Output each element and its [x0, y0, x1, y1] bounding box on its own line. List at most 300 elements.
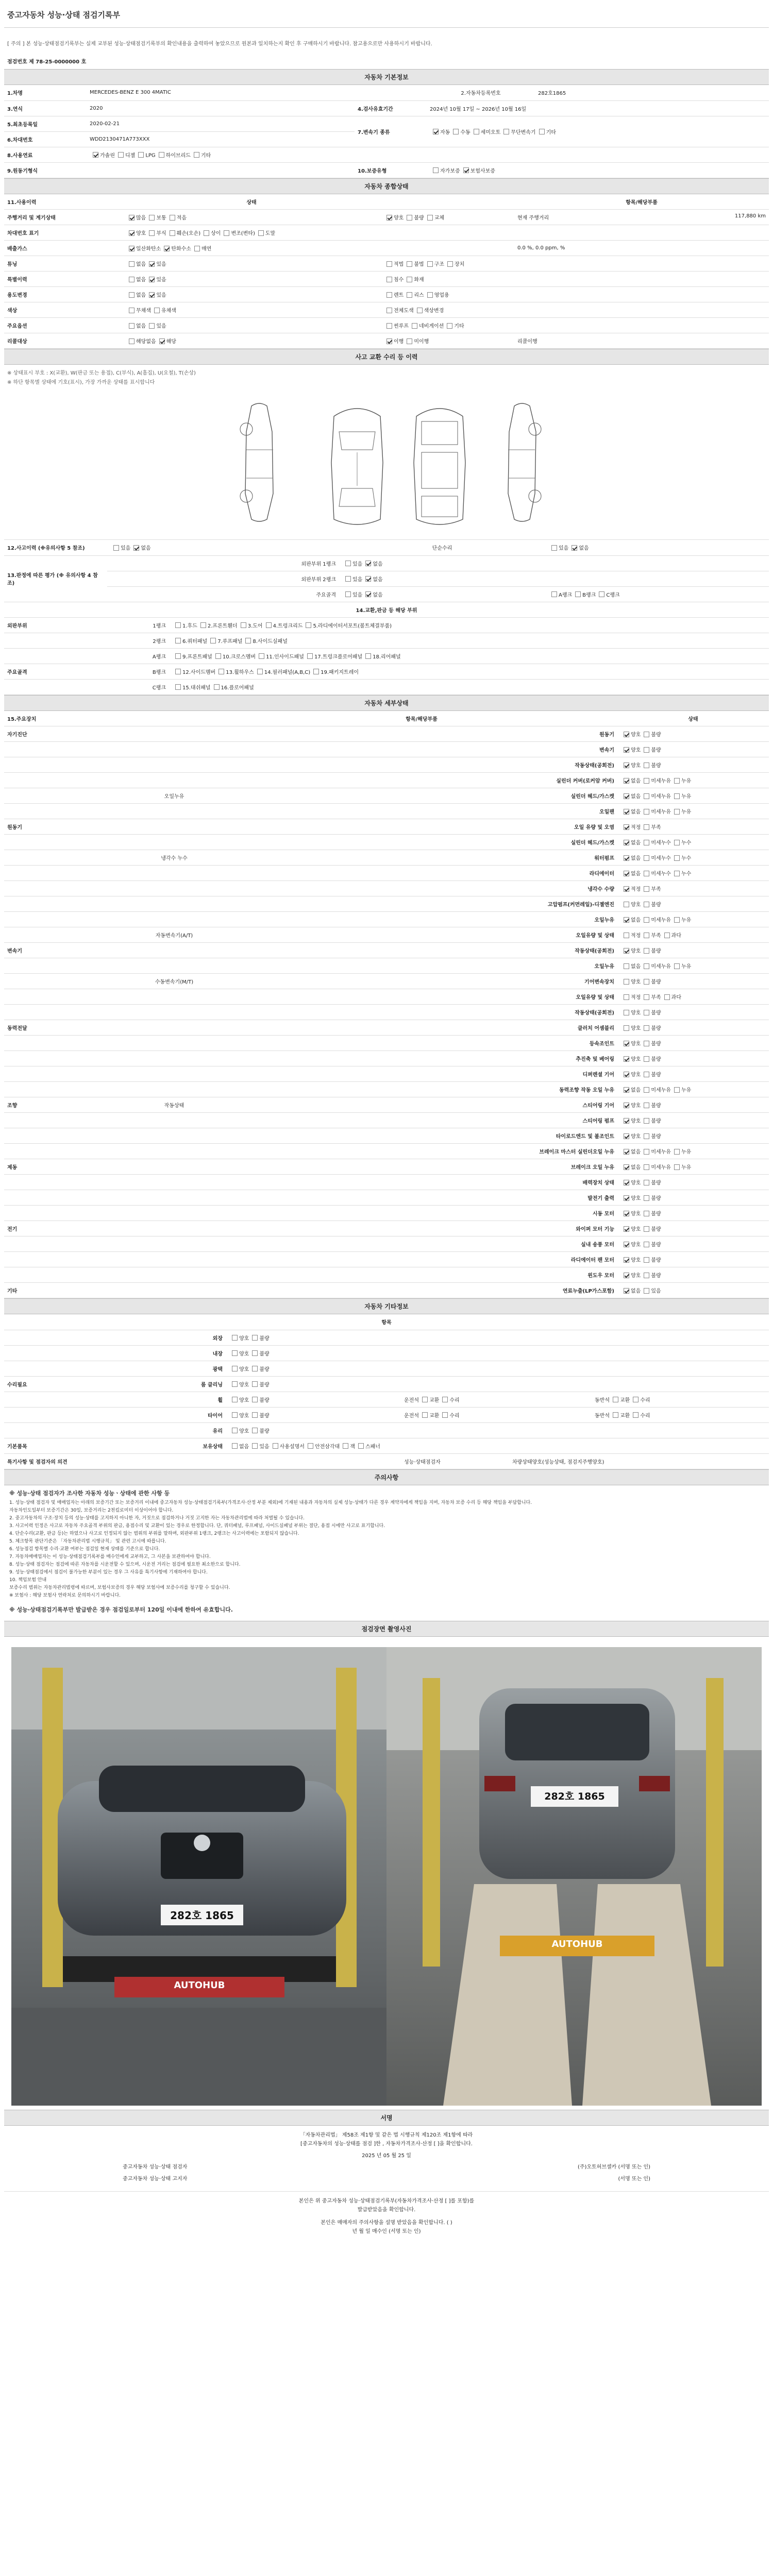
rank-opt-0[interactable] [342, 560, 362, 567]
opt-1[interactable] [641, 776, 671, 784]
checkbox-icon[interactable] [159, 338, 165, 344]
checkbox-icon[interactable] [232, 1366, 238, 1371]
opt-0[interactable] [383, 291, 404, 298]
checkbox-icon[interactable] [664, 994, 670, 1000]
rank-opt-0[interactable] [342, 590, 362, 598]
opt-0[interactable] [229, 1334, 249, 1342]
checkbox-icon[interactable] [407, 292, 412, 298]
opt-1[interactable] [409, 321, 444, 329]
part-4[interactable] [303, 621, 392, 629]
opt-0[interactable] [620, 854, 641, 861]
opt-2[interactable] [135, 152, 155, 159]
opt-0[interactable] [620, 1116, 641, 1124]
opt-0[interactable] [620, 1039, 641, 1047]
checkbox-icon[interactable] [463, 167, 469, 173]
checkbox-icon[interactable] [644, 1242, 649, 1247]
checkbox-icon[interactable] [129, 308, 135, 313]
opt-0[interactable] [383, 260, 404, 267]
opt-0[interactable] [229, 1380, 249, 1388]
checkbox-icon[interactable] [129, 277, 135, 282]
opt-2[interactable] [671, 962, 691, 970]
opt-1[interactable] [404, 337, 429, 345]
checkbox-icon[interactable] [624, 1288, 629, 1294]
checkbox-icon[interactable] [572, 545, 577, 551]
opt-1[interactable] [641, 900, 661, 908]
checkbox-icon[interactable] [624, 747, 629, 753]
checkbox-icon[interactable] [644, 1118, 649, 1124]
opt-0[interactable] [620, 900, 641, 908]
opt-1[interactable] [641, 977, 661, 985]
checkbox-icon[interactable] [258, 230, 264, 236]
opt-1[interactable] [404, 213, 424, 221]
checkbox-icon[interactable] [624, 762, 629, 768]
part-2[interactable] [254, 668, 310, 675]
opt-2[interactable] [671, 1163, 691, 1171]
rank-opt-1[interactable] [362, 590, 382, 598]
checkbox-icon[interactable] [427, 261, 433, 267]
checkbox-icon[interactable] [149, 230, 155, 236]
checkbox-icon[interactable] [422, 1412, 428, 1418]
opt-0[interactable] [620, 916, 641, 923]
opt-0[interactable] [620, 1240, 641, 1248]
checkbox-icon[interactable] [624, 1195, 629, 1201]
checkbox-icon[interactable] [412, 323, 417, 329]
checkbox-icon[interactable] [219, 669, 224, 674]
checkbox-icon[interactable] [129, 323, 135, 329]
checkbox-icon[interactable] [175, 684, 181, 690]
checkbox-icon[interactable] [644, 747, 649, 753]
checkbox-icon[interactable] [624, 933, 629, 938]
opt-1[interactable] [641, 854, 671, 861]
opt-1[interactable] [156, 337, 176, 345]
checkbox-icon[interactable] [129, 261, 135, 267]
opt-5[interactable] [255, 229, 275, 236]
checkbox-icon[interactable] [232, 1350, 238, 1356]
checkbox-icon[interactable] [551, 591, 557, 597]
opt-0[interactable] [620, 1256, 641, 1263]
checkbox-icon[interactable] [149, 261, 155, 267]
checkbox-icon[interactable] [624, 1025, 629, 1031]
checkbox-icon[interactable] [613, 1412, 618, 1418]
opt-1[interactable] [249, 1349, 269, 1357]
checkbox-icon[interactable] [624, 1257, 629, 1263]
opt-0[interactable] [620, 807, 641, 815]
opt-0[interactable] [229, 1396, 249, 1403]
opt-0[interactable] [620, 1147, 641, 1155]
checkbox-icon[interactable] [447, 323, 452, 329]
opt-1[interactable] [641, 1225, 661, 1232]
checkbox-icon[interactable] [427, 215, 433, 221]
opt-1[interactable] [641, 885, 661, 892]
opt-1[interactable] [146, 260, 166, 267]
opt-1[interactable] [641, 1008, 661, 1016]
checkbox-icon[interactable] [624, 917, 629, 923]
opt-1[interactable] [641, 745, 661, 753]
opt-2[interactable] [444, 321, 464, 329]
opt-1[interactable] [404, 275, 424, 283]
checkbox-icon[interactable] [575, 591, 581, 597]
checkbox-icon[interactable] [224, 230, 229, 236]
opt-1[interactable] [641, 1256, 661, 1263]
ex-1[interactable] [630, 1411, 650, 1419]
checkbox-icon[interactable] [644, 994, 649, 1000]
checkbox-icon[interactable] [200, 622, 206, 628]
part-0[interactable] [172, 637, 207, 645]
rank-abc-2[interactable] [596, 590, 619, 598]
ex-0[interactable] [610, 1411, 630, 1419]
opt-1[interactable] [641, 1147, 671, 1155]
checkbox-icon[interactable] [624, 948, 629, 954]
checkbox-icon[interactable] [447, 261, 453, 267]
opt-1[interactable] [641, 1163, 671, 1171]
opt-0[interactable] [229, 1411, 249, 1419]
opt-0[interactable] [620, 1101, 641, 1109]
opt-0[interactable] [126, 321, 146, 329]
opt-1[interactable] [641, 869, 671, 877]
opt-0[interactable] [126, 337, 156, 345]
checkbox-icon[interactable] [599, 591, 604, 597]
checkbox-icon[interactable] [644, 824, 649, 830]
opt-1[interactable] [151, 306, 176, 314]
opt-1[interactable] [641, 1070, 661, 1078]
checkbox-icon[interactable] [624, 1103, 629, 1108]
checkbox-icon[interactable] [644, 902, 649, 907]
rank-abc-1[interactable] [572, 590, 596, 598]
checkbox-icon[interactable] [624, 778, 629, 784]
opt-0[interactable] [126, 306, 151, 314]
checkbox-icon[interactable] [259, 653, 264, 659]
checkbox-icon[interactable] [232, 1381, 238, 1387]
opt-2[interactable] [671, 838, 691, 846]
rank-abc-0[interactable] [548, 590, 572, 598]
opt-2[interactable] [671, 869, 691, 877]
opt-1[interactable] [641, 1101, 661, 1109]
part-1[interactable] [211, 683, 254, 691]
checkbox-icon[interactable] [427, 292, 433, 298]
checkbox-icon[interactable] [624, 840, 629, 845]
opt-0[interactable] [90, 151, 115, 159]
opt-1[interactable] [404, 260, 424, 267]
opt-0[interactable] [620, 993, 641, 1001]
checkbox-icon[interactable] [633, 1397, 638, 1402]
opt-0[interactable] [620, 1086, 641, 1093]
opt-1[interactable] [641, 823, 661, 831]
opt-0[interactable] [620, 792, 641, 800]
checkbox-icon[interactable] [624, 1118, 629, 1124]
checkbox-icon[interactable] [232, 1443, 238, 1449]
checkbox-icon[interactable] [674, 1149, 680, 1155]
checkbox-icon[interactable] [644, 1010, 649, 1015]
opt-0[interactable] [229, 1365, 249, 1372]
checkbox-icon[interactable] [624, 1010, 629, 1015]
opt-1[interactable] [130, 544, 150, 551]
checkbox-icon[interactable] [129, 246, 135, 251]
opt-4[interactable] [536, 128, 556, 135]
checkbox-icon[interactable] [252, 1412, 258, 1418]
opt-3[interactable] [500, 128, 535, 135]
checkbox-icon[interactable] [175, 638, 181, 643]
checkbox-icon[interactable] [113, 545, 119, 551]
checkbox-icon[interactable] [164, 246, 170, 251]
checkbox-icon[interactable] [266, 622, 272, 628]
opt-0[interactable] [620, 1070, 641, 1078]
opt-0[interactable] [620, 761, 641, 769]
checkbox-icon[interactable] [624, 1226, 629, 1232]
part-1[interactable] [197, 621, 238, 629]
checkbox-icon[interactable] [252, 1366, 258, 1371]
opt-1[interactable] [641, 962, 671, 970]
checkbox-icon[interactable] [644, 886, 649, 892]
checkbox-icon[interactable] [159, 152, 164, 158]
opt-1[interactable] [115, 151, 135, 159]
opt-1[interactable] [146, 229, 166, 236]
opt-0[interactable] [620, 946, 641, 954]
opt-1[interactable] [641, 761, 661, 769]
checkbox-icon[interactable] [624, 732, 629, 737]
checkbox-icon[interactable] [365, 653, 371, 659]
checkbox-icon[interactable] [149, 215, 155, 221]
checkbox-icon[interactable] [386, 292, 392, 298]
opt-1[interactable] [641, 1271, 661, 1279]
checkbox-icon[interactable] [644, 979, 649, 985]
checkbox-icon[interactable] [644, 778, 649, 784]
ex-0[interactable] [419, 1411, 439, 1419]
checkbox-icon[interactable] [674, 871, 680, 876]
opt-0[interactable] [620, 1055, 641, 1062]
opt-4[interactable] [340, 1442, 355, 1450]
checkbox-icon[interactable] [644, 1149, 649, 1155]
checkbox-icon[interactable] [624, 1273, 629, 1278]
opt-2[interactable] [661, 931, 681, 939]
checkbox-icon[interactable] [624, 1242, 629, 1247]
checkbox-icon[interactable] [644, 1273, 649, 1278]
checkbox-icon[interactable] [644, 1164, 649, 1170]
checkbox-icon[interactable] [644, 1195, 649, 1201]
opt-0[interactable] [620, 1132, 641, 1140]
checkbox-icon[interactable] [252, 1335, 258, 1341]
part-3[interactable] [263, 621, 303, 629]
checkbox-icon[interactable] [644, 1226, 649, 1232]
checkbox-icon[interactable] [138, 152, 144, 158]
part-0[interactable] [172, 621, 197, 629]
checkbox-icon[interactable] [407, 338, 412, 344]
checkbox-icon[interactable] [170, 215, 175, 221]
opt-0[interactable] [548, 544, 568, 551]
checkbox-icon[interactable] [644, 1257, 649, 1263]
opt-1[interactable] [414, 306, 444, 314]
checkbox-icon[interactable] [175, 622, 181, 628]
opt-0[interactable] [620, 1024, 641, 1031]
checkbox-icon[interactable] [273, 1443, 278, 1449]
opt-2[interactable] [671, 916, 691, 923]
checkbox-icon[interactable] [624, 809, 629, 815]
checkbox-icon[interactable] [624, 1149, 629, 1155]
opt-2[interactable] [424, 291, 449, 298]
checkbox-icon[interactable] [624, 963, 629, 969]
checkbox-icon[interactable] [624, 1041, 629, 1046]
opt-0[interactable] [620, 885, 641, 892]
opt-1[interactable] [450, 128, 470, 135]
checkbox-icon[interactable] [257, 669, 263, 674]
checkbox-icon[interactable] [386, 277, 392, 282]
rank-opt-0[interactable] [342, 575, 362, 583]
opt-0[interactable] [620, 1008, 641, 1016]
checkbox-icon[interactable] [365, 576, 371, 582]
checkbox-icon[interactable] [624, 1072, 629, 1077]
checkbox-icon[interactable] [386, 338, 392, 344]
checkbox-icon[interactable] [386, 261, 392, 267]
opt-5[interactable] [355, 1442, 380, 1450]
opt-0[interactable] [126, 229, 146, 236]
opt-0[interactable] [126, 260, 146, 267]
checkbox-icon[interactable] [306, 622, 311, 628]
checkbox-icon[interactable] [149, 323, 155, 329]
checkbox-icon[interactable] [644, 762, 649, 768]
checkbox-icon[interactable] [93, 152, 98, 158]
opt-1[interactable] [249, 1334, 269, 1342]
checkbox-icon[interactable] [149, 277, 155, 282]
opt-1[interactable] [641, 1286, 661, 1294]
part-1[interactable] [215, 668, 254, 675]
checkbox-icon[interactable] [674, 1087, 680, 1093]
checkbox-icon[interactable] [644, 871, 649, 876]
checkbox-icon[interactable] [407, 277, 412, 282]
opt-0[interactable] [383, 306, 414, 314]
opt-1[interactable] [404, 291, 424, 298]
opt-0[interactable] [620, 977, 641, 985]
opt-3[interactable] [156, 151, 191, 159]
checkbox-icon[interactable] [365, 561, 371, 566]
checkbox-icon[interactable] [129, 230, 135, 236]
ex-0[interactable] [419, 1396, 439, 1403]
checkbox-icon[interactable] [129, 338, 135, 344]
checkbox-icon[interactable] [674, 963, 680, 969]
checkbox-icon[interactable] [232, 1397, 238, 1402]
opt-1[interactable] [641, 1116, 661, 1124]
checkbox-icon[interactable] [644, 933, 649, 938]
opt-1[interactable] [641, 1039, 661, 1047]
opt-0[interactable] [229, 1442, 249, 1450]
opt-1[interactable] [249, 1396, 269, 1403]
opt-0[interactable] [383, 337, 404, 345]
opt-1[interactable] [249, 1442, 269, 1450]
checkbox-icon[interactable] [539, 129, 545, 134]
opt-1[interactable] [161, 244, 191, 252]
checkbox-icon[interactable] [624, 871, 629, 876]
checkbox-icon[interactable] [644, 917, 649, 923]
checkbox-icon[interactable] [407, 215, 412, 221]
part-1[interactable] [212, 652, 256, 660]
opt-0[interactable] [126, 291, 146, 298]
checkbox-icon[interactable] [442, 1397, 448, 1402]
checkbox-icon[interactable] [307, 653, 313, 659]
checkbox-icon[interactable] [386, 308, 392, 313]
opt-1[interactable] [146, 291, 166, 298]
opt-2[interactable] [270, 1442, 305, 1450]
opt-1[interactable] [641, 931, 661, 939]
checkbox-icon[interactable] [644, 855, 649, 861]
checkbox-icon[interactable] [252, 1381, 258, 1387]
checkbox-icon[interactable] [624, 855, 629, 861]
opt-0[interactable] [383, 213, 404, 221]
checkbox-icon[interactable] [358, 1443, 364, 1449]
checkbox-icon[interactable] [232, 1335, 238, 1341]
checkbox-icon[interactable] [422, 1397, 428, 1402]
opt-0[interactable] [620, 1286, 641, 1294]
checkbox-icon[interactable] [129, 215, 135, 221]
opt-1[interactable] [641, 993, 661, 1001]
checkbox-icon[interactable] [644, 1288, 649, 1294]
opt-1[interactable] [249, 1365, 269, 1372]
checkbox-icon[interactable] [386, 323, 392, 329]
opt-0[interactable] [620, 1178, 641, 1186]
opt-1[interactable] [641, 730, 661, 738]
checkbox-icon[interactable] [313, 669, 319, 674]
opt-1[interactable] [641, 916, 671, 923]
opt-0[interactable] [620, 838, 641, 846]
checkbox-icon[interactable] [365, 591, 371, 597]
opt-2[interactable] [661, 993, 681, 1001]
checkbox-icon[interactable] [345, 576, 351, 582]
checkbox-icon[interactable] [644, 1087, 649, 1093]
checkbox-icon[interactable] [345, 591, 351, 597]
checkbox-icon[interactable] [674, 809, 680, 815]
opt-0[interactable] [620, 1163, 641, 1171]
checkbox-icon[interactable] [175, 653, 181, 659]
opt-1[interactable] [146, 213, 166, 221]
opt-1[interactable] [641, 1194, 661, 1201]
opt-0[interactable] [430, 166, 460, 174]
part-4[interactable] [362, 652, 401, 660]
checkbox-icon[interactable] [644, 793, 649, 799]
checkbox-icon[interactable] [674, 793, 680, 799]
opt-3[interactable] [305, 1442, 340, 1450]
checkbox-icon[interactable] [644, 963, 649, 969]
checkbox-icon[interactable] [644, 1211, 649, 1216]
opt-2[interactable] [671, 807, 691, 815]
checkbox-icon[interactable] [624, 886, 629, 892]
checkbox-icon[interactable] [624, 979, 629, 985]
checkbox-icon[interactable] [624, 902, 629, 907]
opt-0[interactable] [229, 1427, 249, 1434]
checkbox-icon[interactable] [674, 855, 680, 861]
opt-1[interactable] [641, 1178, 661, 1186]
checkbox-icon[interactable] [624, 793, 629, 799]
checkbox-icon[interactable] [417, 308, 423, 313]
checkbox-icon[interactable] [442, 1412, 448, 1418]
checkbox-icon[interactable] [433, 129, 439, 134]
checkbox-icon[interactable] [215, 653, 221, 659]
checkbox-icon[interactable] [644, 948, 649, 954]
opt-0[interactable] [620, 1209, 641, 1217]
checkbox-icon[interactable] [194, 152, 199, 158]
checkbox-icon[interactable] [644, 1180, 649, 1185]
opt-2[interactable] [671, 1086, 691, 1093]
opt-2[interactable] [671, 792, 691, 800]
opt-0[interactable] [620, 962, 641, 970]
opt-1[interactable] [641, 1132, 661, 1140]
checkbox-icon[interactable] [386, 215, 392, 221]
checkbox-icon[interactable] [624, 1180, 629, 1185]
checkbox-icon[interactable] [674, 778, 680, 784]
opt-2[interactable] [424, 213, 444, 221]
part-0[interactable] [172, 652, 212, 660]
ex-1[interactable] [630, 1396, 650, 1403]
checkbox-icon[interactable] [624, 1211, 629, 1216]
opt-2[interactable] [671, 1147, 691, 1155]
opt-0[interactable] [620, 823, 641, 831]
checkbox-icon[interactable] [674, 840, 680, 845]
